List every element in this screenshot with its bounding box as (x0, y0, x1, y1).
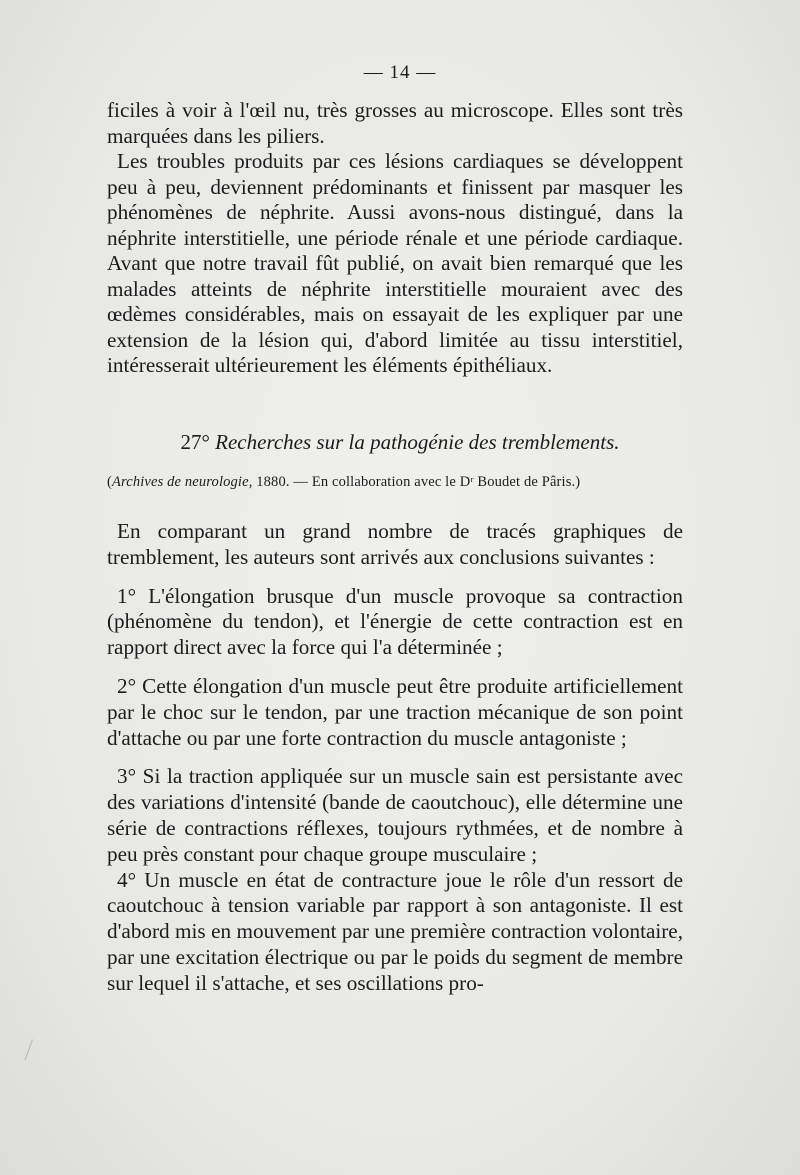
conclusion-item-4: 4° Un muscle en état de contracture joue le rôle d'un ressort de caoutchouc à tension variable par rapport à son antagoniste. Il est d'abord mis en mouvement par une première contraction volontaire, par une excitation électrique ou par le poids du segment de membre sur lequel il s'attache, et ses oscillations pro- (107, 867, 683, 995)
citation-open-paren: ( (107, 474, 112, 490)
citation-line (107, 474, 683, 491)
section-title: Recherches sur la pathogénie des tremblements. (215, 430, 620, 454)
scan-artifact-mark (24, 1039, 38, 1062)
citation-journal: Archives de neurologie, (111, 474, 253, 490)
paragraph-cardiac-lesions: Les troubles produits par ces lésions cardiaques se développent peu à peu, deviennent prédominants et finissent par masquer les phénomènes de néphrite. Aussi avons-nous distingué, dans la néphrite interstitielle, une période rénale et une période cardiaque. Avant que notre travail fût publié, on avait bien remarqué que les malades atteints de néphrite interstitielle mouraient avec des œdèmes considérables, mais on essayait de les expliquer par une extension de la lésion qui, d'abord limitée au tissu interstitiel, intéresserait ultérieurement les éléments épithéliaux. (107, 149, 683, 377)
conclusion-item-3: 3° Si la traction appliquée sur un muscle sain est persistante avec des variations d'intensité (bande de caoutchouc), elle détermine une série de contractions réflexes, toujours rythmées, et de nombre à peu près constant pour chaque groupe musculaire ; (107, 764, 683, 866)
page-number: — 14 — (363, 62, 437, 83)
text-block-top (107, 98, 683, 379)
paragraph-continuation: ficiles à voir à l'œil nu, très grosses au microscope. Elles sont très marquées dans les piliers. (107, 98, 683, 148)
conclusion-item-1: 1° L'élongation brusque d'un muscle provoque sa contraction (phénomène du tendon), et l'énergie de cette contraction est en rapport direct avec la force qui l'a déterminée ; (107, 583, 683, 660)
section-number: 27° (180, 430, 210, 454)
citation-details: 1880. — En collaboration avec le Dʳ Boudet de Pâris.) (252, 474, 581, 490)
section-heading (0, 430, 800, 455)
paragraph-intro: En comparant un grand nombre de tracés graphiques de tremblement, les auteurs sont arrivés aux conclusions suivantes : (107, 519, 683, 569)
text-block-conclusions (107, 519, 683, 997)
conclusion-item-2: 2° Cette élongation d'un muscle peut être produite artificiellement par le choc sur le tendon, par une traction mécanique de son point d'attache ou par une forte contraction du muscle antagoniste ; (107, 673, 683, 750)
